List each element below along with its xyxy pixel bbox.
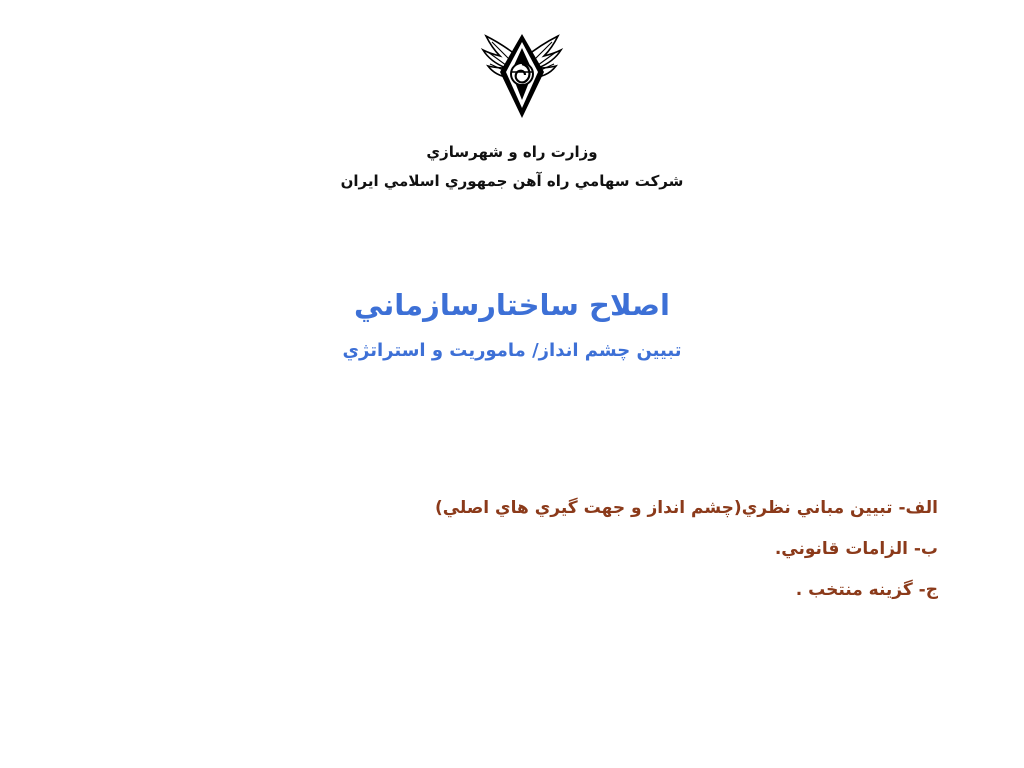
ministry-name: وزارت راه و شهرسازي	[426, 143, 598, 161]
company-name: شركت سهامي راه آهن جمهوري اسلامي ايران	[340, 172, 684, 190]
agenda-list	[435, 494, 938, 617]
agenda-item-jim: ج- گزينه منتخب .	[795, 580, 938, 600]
railway-emblem-icon	[480, 28, 564, 122]
agenda-item-be: ب- الزامات قانوني.	[774, 539, 938, 559]
slide-title: اصلاح ساختارسازماني	[354, 288, 670, 322]
agenda-item-alef: الف- تبيين مباني نظري(چشم انداز و جهت گيري هاي اصلي)	[434, 498, 938, 518]
slide-subtitle: تبيين چشم انداز/ ماموريت و استراتژي	[342, 340, 682, 361]
winged-railway-emblem-icon	[480, 28, 564, 122]
